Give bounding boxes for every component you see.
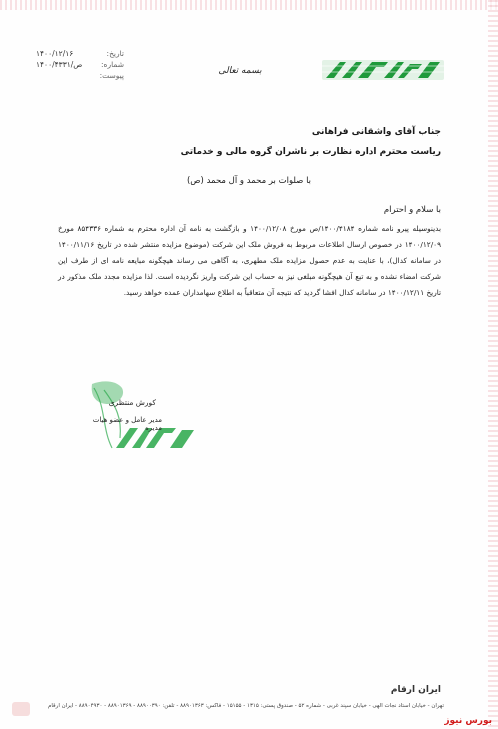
signatory-title: مدیر عامل و عضو هیات مدیره [92, 416, 162, 432]
meta-number-value: ۱۴۰۰/۴۳۳۱/ص [36, 60, 83, 69]
decorative-top-border [0, 0, 498, 10]
meta-date-value: ۱۴۰۰/۱۲/۱۶ [36, 49, 74, 58]
addressee-title: ریاست محترم اداره نظارت بر ناشران گروه مالی و خدماتی [180, 147, 441, 157]
meta-attachment-row [36, 70, 124, 81]
meta-date-label: تاریخ: [106, 49, 124, 58]
addressee-name: جناب آقای واشقانی فراهانی [311, 127, 441, 137]
religious-salutation: با صلوات بر محمد و آل محمد (ص) [186, 176, 312, 186]
footer-address: تهران - خیابان استاد نجات الهی - خیابان سپند غربی - شماره ۵۲ - صندوق پستی: ۱۳۱۵ - ۱۵۱۵۵ - فاکس: ۸۸۹۰۱۳۶۳ - تلفن: ۸۸۹۰۰۳۹۰ - ۸۸۹۰۱۳۶۹ - ۸۸۹۰۴۹۳۰ - ایران ارقام [47, 703, 444, 709]
addressee-block [141, 122, 441, 162]
iran-arqam-logo [322, 58, 444, 82]
meta-number-label: شماره: [101, 60, 124, 69]
letter-meta [36, 48, 124, 81]
letter-body: بدینوسیله پیرو نامه شماره ۱۴۰۰/۴۱۸۴/ص مورخ ۱۴۰۰/۱۲/۰۸ و بازگشت به نامه آن اداره محترم به شماره ۸۵۴۳۳۶ مورخ ۱۴۰۰/۱۲/۰۹ در خصوص ارسال اطلاعات مربوط به فروش ملک این شرکت (موضوع مزایده منتشر شده در تاریخ ۱۴۰۰/۱۱/۱۶ در سامانه کدال)، با عنایت به عدم حصول مزایده ملک مطهری، به آگاهی می رساند هیچگونه مبایعه نامه ای از طرف این شرکت امضاء نشده و به تبع آن هیچگونه مبلغی نیز به حساب این شرکت واریز نگردیده است. لذا مزایده مجدد ملک مذکور در تاریخ ۱۴۰۰/۱۲/۱۱ در سامانه کدال افشا گردید که نتیجه آن متعاقباً به اطلاع سهامداران عمده خواهد رسید. [58, 224, 441, 297]
signatory-name: کورش منتظری [108, 398, 156, 407]
bismillah: بسمه تعالی [218, 66, 262, 76]
greeting: با سلام و احترام [383, 205, 441, 215]
meta-attachment-label: پیوست: [99, 71, 124, 80]
watermark: بورس نیوز [444, 716, 492, 726]
meta-number-row [36, 59, 124, 70]
decorative-right-border [488, 0, 498, 729]
footer-brand: ایران ارقام [390, 685, 441, 695]
meta-date-row [36, 48, 124, 59]
